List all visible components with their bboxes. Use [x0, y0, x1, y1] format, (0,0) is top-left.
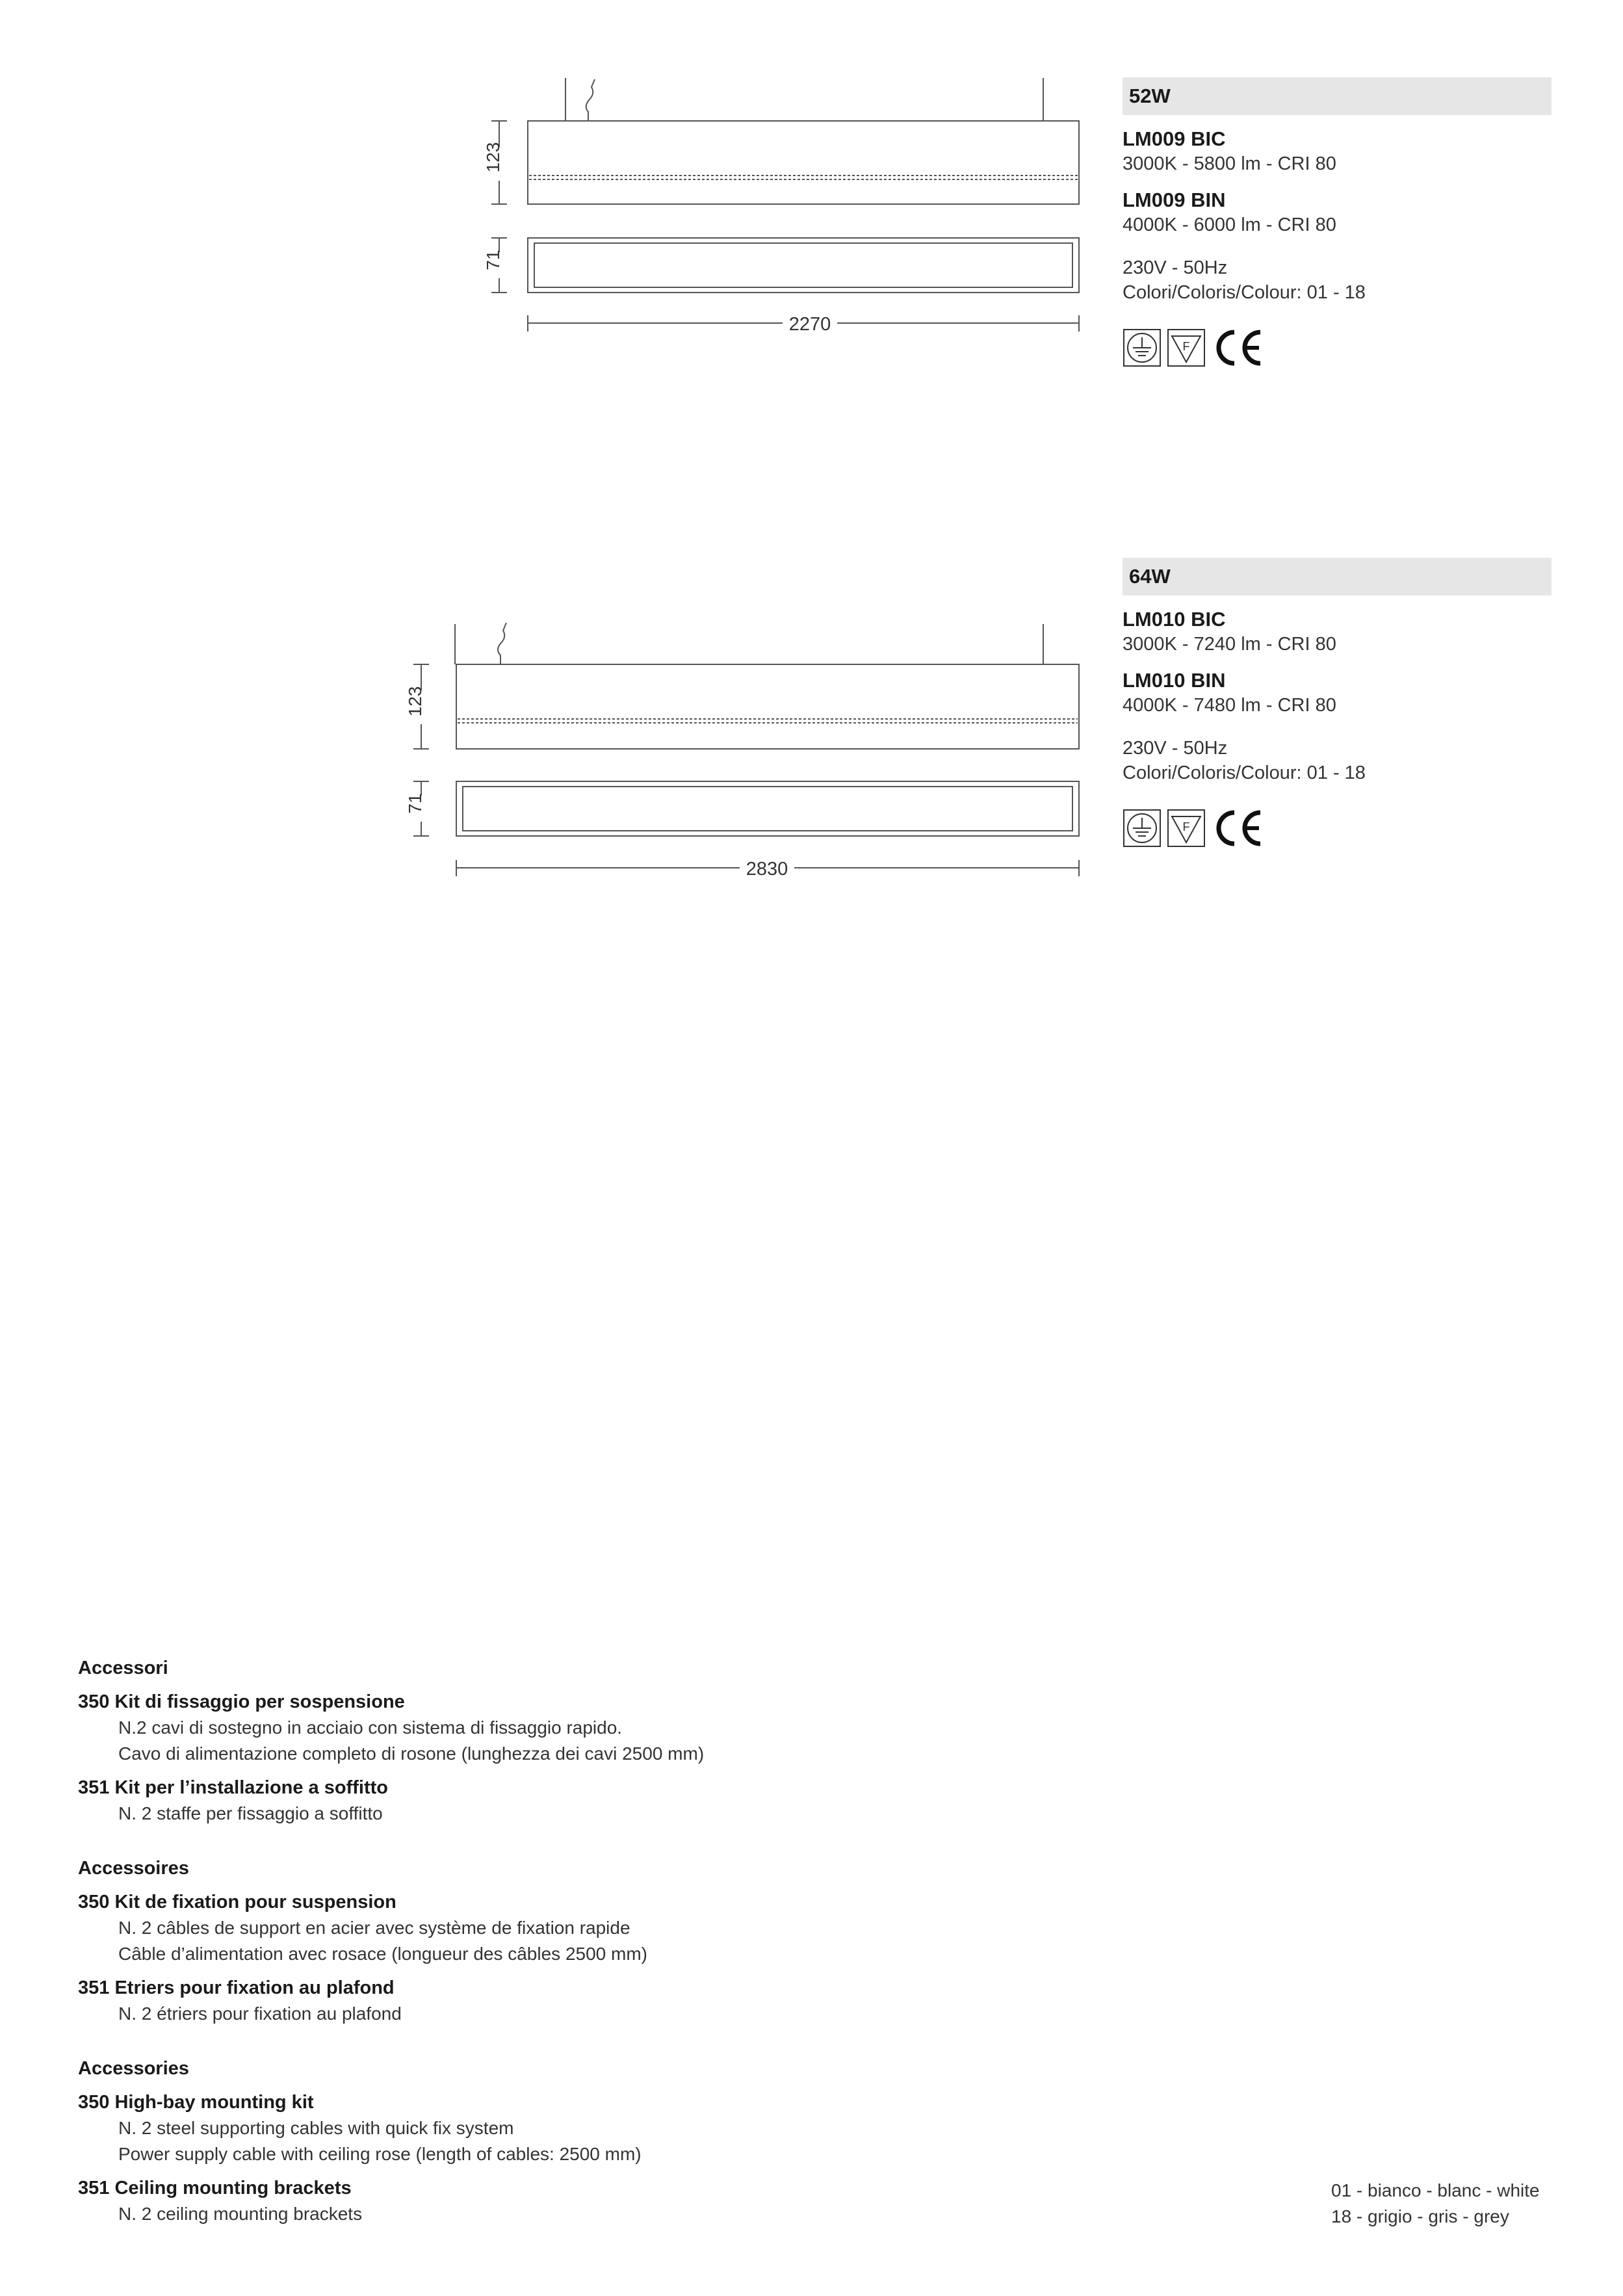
dim-height-label: 123	[405, 686, 425, 717]
f-mark-icon	[1167, 328, 1206, 367]
accessory-item	[78, 1689, 988, 1767]
svg-text:F: F	[1182, 340, 1190, 353]
product-drawing-52w	[468, 65, 1092, 351]
accessory-desc: N.2 cavi di sostegno in acciaio con sistema di fissaggio rapido.	[118, 1717, 623, 1738]
wattage-header: 52W	[1123, 77, 1552, 115]
accessory-desc: N. 2 étriers pour fixation au plafond	[118, 2003, 402, 2024]
dim-length-label: 2830	[746, 859, 788, 880]
accessory-title: 351 Kit per l’installazione a soffitto	[78, 1777, 388, 1798]
colour-legend-item: 01 - bianco - blanc - white	[1331, 2180, 1540, 2200]
voltage-text: 230V - 50Hz	[1123, 257, 1228, 278]
accessory-item	[78, 2089, 988, 2167]
spacer	[1123, 718, 1552, 736]
variant-code: LM009 BIC	[1123, 127, 1226, 150]
certification-marks	[1123, 807, 1552, 849]
accessory-title: 351 Ceiling mounting brackets	[78, 2178, 352, 2198]
colour-legend	[1331, 2178, 1540, 2230]
earth-ground-icon	[1123, 809, 1162, 848]
accessory-item	[78, 1975, 988, 2027]
accessories-section	[78, 1655, 988, 2256]
accessory-title: 350 Kit de fixation pour suspension	[78, 1892, 396, 1912]
accessory-desc: Cavo di alimentazione completo di rosone (lunghezza dei cavi 2500 mm)	[118, 1743, 705, 1764]
accessory-title: 351 Etriers pour fixation au plafond	[78, 1977, 395, 1998]
dim-depth-label: 71	[405, 793, 425, 814]
variant-spec: 3000K - 5800 lm - CRI 80	[1123, 153, 1336, 174]
dim-height-label: 123	[483, 142, 503, 173]
colour-legend-item: 18 - grigio - gris - grey	[1331, 2206, 1509, 2226]
accessories-group-it	[78, 1655, 988, 1827]
accessory-item	[78, 1775, 988, 1827]
variant-code: LM010 BIC	[1123, 608, 1226, 631]
accessory-title: 350 High-bay mounting kit	[78, 2092, 314, 2113]
accessories-group-fr	[78, 1855, 988, 2027]
colours-text: Colori/Coloris/Colour: 01 - 18	[1123, 763, 1366, 783]
product-drawing-64w	[403, 605, 1105, 891]
variant-code: LM010 BIN	[1123, 669, 1226, 692]
variant-spec: 4000K - 7480 lm - CRI 80	[1123, 695, 1336, 716]
wattage-header: 64W	[1123, 558, 1552, 595]
spec-block-64w	[1123, 558, 1552, 849]
accessories-title: Accessori	[78, 1658, 168, 1678]
accessory-item	[78, 2175, 988, 2227]
accessory-desc: Power supply cable with ceiling rose (length of cables: 2500 mm)	[118, 2144, 642, 2164]
f-mark-icon	[1167, 809, 1206, 848]
spec-block-52w	[1123, 77, 1552, 369]
ce-mark-icon	[1211, 327, 1266, 369]
accessory-desc: N. 2 ceiling mounting brackets	[118, 2204, 363, 2224]
ce-mark-icon	[1211, 807, 1266, 849]
dim-length-label: 2270	[788, 314, 831, 335]
accessory-desc: Câble d’alimentation avec rosace (longueur des câbles 2500 mm)	[118, 1944, 647, 1964]
accessory-title: 350 Kit di fissaggio per sospensione	[78, 1691, 405, 1712]
svg-text:F: F	[1182, 820, 1190, 833]
accessory-desc: N. 2 staffe per fissaggio a soffitto	[118, 1803, 383, 1823]
accessory-desc: N. 2 câbles de support en acier avec système de fixation rapide	[118, 1918, 630, 1938]
variant-spec: 3000K - 7240 lm - CRI 80	[1123, 634, 1336, 655]
accessories-title: Accessoires	[78, 1858, 189, 1879]
accessory-desc: N. 2 steel supporting cables with quick fix system	[118, 2118, 514, 2138]
variant-code: LM009 BIN	[1123, 189, 1226, 211]
accessory-item	[78, 1889, 988, 1967]
dim-depth-label: 71	[483, 250, 503, 270]
earth-ground-icon	[1123, 328, 1162, 367]
voltage-text: 230V - 50Hz	[1123, 738, 1228, 759]
accessories-group-en	[78, 2055, 988, 2227]
certification-marks	[1123, 327, 1552, 369]
colours-text: Colori/Coloris/Colour: 01 - 18	[1123, 282, 1366, 303]
accessories-title: Accessories	[78, 2058, 189, 2079]
variant-spec: 4000K - 6000 lm - CRI 80	[1123, 215, 1336, 235]
spacer	[1123, 237, 1552, 255]
